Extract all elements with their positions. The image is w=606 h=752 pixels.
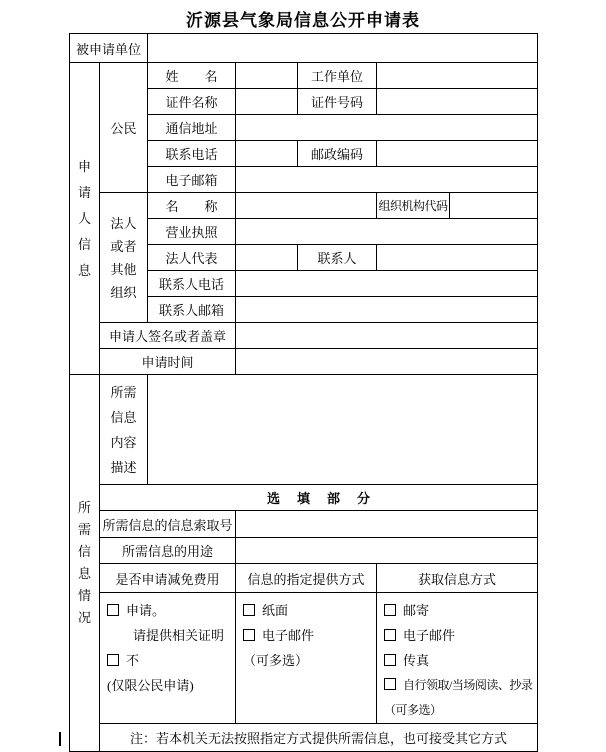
provide-email-checkbox[interactable] [243, 629, 255, 641]
fee-proof-note: 请提供相关证明 [133, 628, 225, 643]
provide-option-email: 电子邮件 [243, 623, 374, 648]
signature-blank[interactable] [236, 323, 538, 349]
work-unit-blank[interactable] [377, 63, 538, 89]
address-blank[interactable] [236, 115, 538, 141]
cert-name-blank[interactable] [236, 89, 298, 115]
obtain-fax-checkbox[interactable] [384, 654, 396, 666]
org-code-label: 组织机构代码 [377, 193, 450, 219]
applied-unit-blank[interactable] [148, 34, 538, 63]
representative-label: 法人代表 [148, 245, 236, 271]
fee-citizen-note: (仅限公民申请) [107, 678, 194, 693]
needed-section-label: 所需信息情况 [70, 375, 100, 752]
representative-blank[interactable] [236, 245, 298, 271]
fee-options-cell [100, 593, 236, 724]
email-label: 电子邮箱 [148, 167, 236, 193]
obtain-self-checkbox[interactable] [384, 678, 396, 690]
text-cursor [59, 732, 61, 746]
cert-name-label: 证件名称 [148, 89, 236, 115]
fee-option-no: 不 [107, 648, 233, 673]
applied-unit-label: 被申请单位 [70, 34, 148, 63]
obtain-option-self: 自行领取/当场阅读、抄录 [384, 673, 535, 698]
application-form-table [69, 33, 538, 752]
citizen-group-label: 公民 [100, 63, 148, 193]
obtain-option-mail: 邮寄 [384, 598, 535, 623]
org-code-blank[interactable] [450, 193, 538, 219]
signature-label: 申请人签名或者盖章 [100, 323, 236, 349]
apply-time-blank[interactable] [236, 349, 538, 375]
email-blank[interactable] [236, 167, 538, 193]
org-name-label: 名 称 [148, 193, 236, 219]
provide-options-cell [236, 593, 377, 724]
provide-paper-checkbox[interactable] [243, 604, 255, 616]
license-blank[interactable] [236, 219, 538, 245]
cert-no-label: 证件号码 [298, 89, 377, 115]
obtain-option-fax: 传真 [384, 648, 535, 673]
contact-label: 联系人 [298, 245, 377, 271]
contact-email-label: 联系人邮箱 [148, 297, 236, 323]
content-desc-blank[interactable] [148, 375, 538, 485]
retrieval-no-blank[interactable] [236, 511, 538, 538]
name-label: 姓 名 [148, 63, 236, 89]
applicant-section-label: 申请人信息 [70, 63, 100, 375]
provide-header: 信息的指定提供方式 [236, 564, 377, 593]
purpose-label: 所需信息的用途 [100, 538, 236, 564]
fee-apply-checkbox[interactable] [107, 604, 119, 616]
provide-multi-note: （可多选） [243, 653, 309, 668]
obtain-multi-note: （可多选） [384, 703, 442, 717]
phone-blank[interactable] [236, 141, 298, 167]
content-desc-label: 所需信息内容描述 [100, 375, 148, 485]
cert-no-blank[interactable] [377, 89, 538, 115]
work-unit-label: 工作单位 [298, 63, 377, 89]
postcode-label: 邮政编码 [298, 141, 377, 167]
fee-no-checkbox[interactable] [107, 654, 119, 666]
apply-time-label: 申请时间 [100, 349, 236, 375]
page-title: 沂源县气象局信息公开申请表 [186, 11, 420, 30]
obtain-options-cell [377, 593, 538, 724]
phone-label: 联系电话 [148, 141, 236, 167]
contact-email-blank[interactable] [236, 297, 538, 323]
postcode-blank[interactable] [377, 141, 538, 167]
fee-option-apply: 申请。 [107, 598, 233, 623]
org-name-blank[interactable] [236, 193, 377, 219]
obtain-option-email: 电子邮件 [384, 623, 535, 648]
purpose-blank[interactable] [236, 538, 538, 564]
contact-phone-blank[interactable] [236, 271, 538, 297]
contact-blank[interactable] [377, 245, 538, 271]
name-blank[interactable] [236, 63, 298, 89]
retrieval-no-label: 所需信息的信息索取号 [100, 511, 236, 538]
provide-option-paper: 纸面 [243, 598, 374, 623]
license-label: 营业执照 [148, 219, 236, 245]
address-label: 通信地址 [148, 115, 236, 141]
optional-part-header: 选填部分 [100, 485, 538, 511]
footer-note: 注：若本机关无法按照指定方式提供所需信息，也可接受其它方式 [100, 724, 538, 752]
obtain-email-checkbox[interactable] [384, 629, 396, 641]
contact-phone-label: 联系人电话 [148, 271, 236, 297]
obtain-header: 获取信息方式 [377, 564, 538, 593]
fee-header: 是否申请减免费用 [100, 564, 236, 593]
org-group-label: 法人或者其他组织 [100, 193, 148, 323]
obtain-mail-checkbox[interactable] [384, 604, 396, 616]
